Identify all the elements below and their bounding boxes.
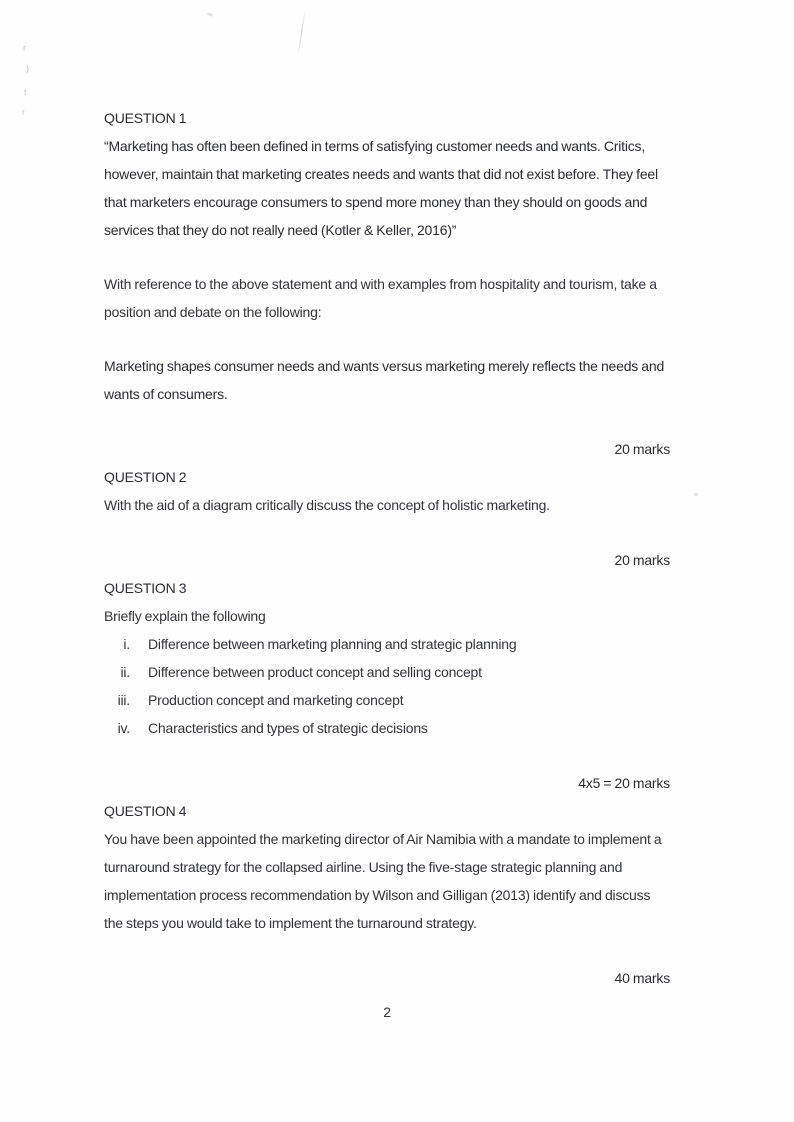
question-1-marks-label: 20 marks [614,441,670,457]
list-item-text: Production concept and marketing concept [148,692,404,708]
page-content [104,104,670,1026]
list-item-text: Characteristics and types of strategic decisions [148,720,428,736]
list-item [104,714,670,742]
list-item-numeral: iii. [117,692,130,708]
scan-artifact-mark-1: r [23,43,26,53]
question-2-block [104,463,670,574]
question-4-body: You have been appointed the marketing director of Air Namibia with a mandate to implement a turnaround strategy for the collapsed airline. Using the five-stage strategic planning and implementation process recommendation by Wilson and Gilligan (2013) identify and discuss the steps you would take to implement the turnaround strategy. [104,831,662,931]
question-1-quote: “Marketing has often been defined in terms of satisfying customer needs and wants. Critics, however, maintain that marketing creates needs and wants that did not exist before. They feel that marketers encourage consumers to spend more money than they should on goods and services that they do not really need (Kotler & Keller, 2016)” [104,138,658,238]
question-3-heading: QUESTION 3 [104,580,187,596]
page-number: 2 [383,1004,391,1020]
list-item-numeral: iv. [117,720,130,736]
question-2-marks-label: 20 marks [614,552,670,568]
scan-artifact-speck [694,493,698,496]
scan-artifact-mark-4: r [22,107,25,117]
question-1-statement: Marketing shapes consumer needs and wants versus marketing merely reflects the needs and wants of consumers. [104,358,665,402]
question-2-body: With the aid of a diagram critically discuss the concept of holistic marketing. [104,497,550,513]
list-item-text: Difference between product concept and selling concept [148,664,482,680]
question-4-block [104,797,670,992]
list-item-numeral: i. [123,636,130,652]
scan-artifact-mark-2: ) [26,63,29,73]
question-4-heading: QUESTION 4 [104,803,187,819]
question-2-heading: QUESTION 2 [104,469,187,485]
question-1-block [104,104,670,463]
question-3-marks-label: 4x5 = 20 marks [578,775,670,791]
question-1-heading: QUESTION 1 [104,110,187,126]
question-4-marks-label: 40 marks [614,970,670,986]
scan-artifact-mark-3: t [24,87,27,97]
list-item [104,630,670,658]
list-item-text: Difference between marketing planning and strategic planning [148,636,517,652]
list-item-numeral: ii. [120,664,130,680]
list-item [104,686,670,714]
question-3-body: Briefly explain the following [104,608,266,624]
list-item [104,658,670,686]
scan-artifact-smudge [207,12,214,17]
question-1-instruction: With reference to the above statement and with examples from hospitality and tourism, take a position and debate on the following: [104,276,657,320]
scan-artifact-slash [298,11,306,55]
question-3-block [104,574,670,797]
